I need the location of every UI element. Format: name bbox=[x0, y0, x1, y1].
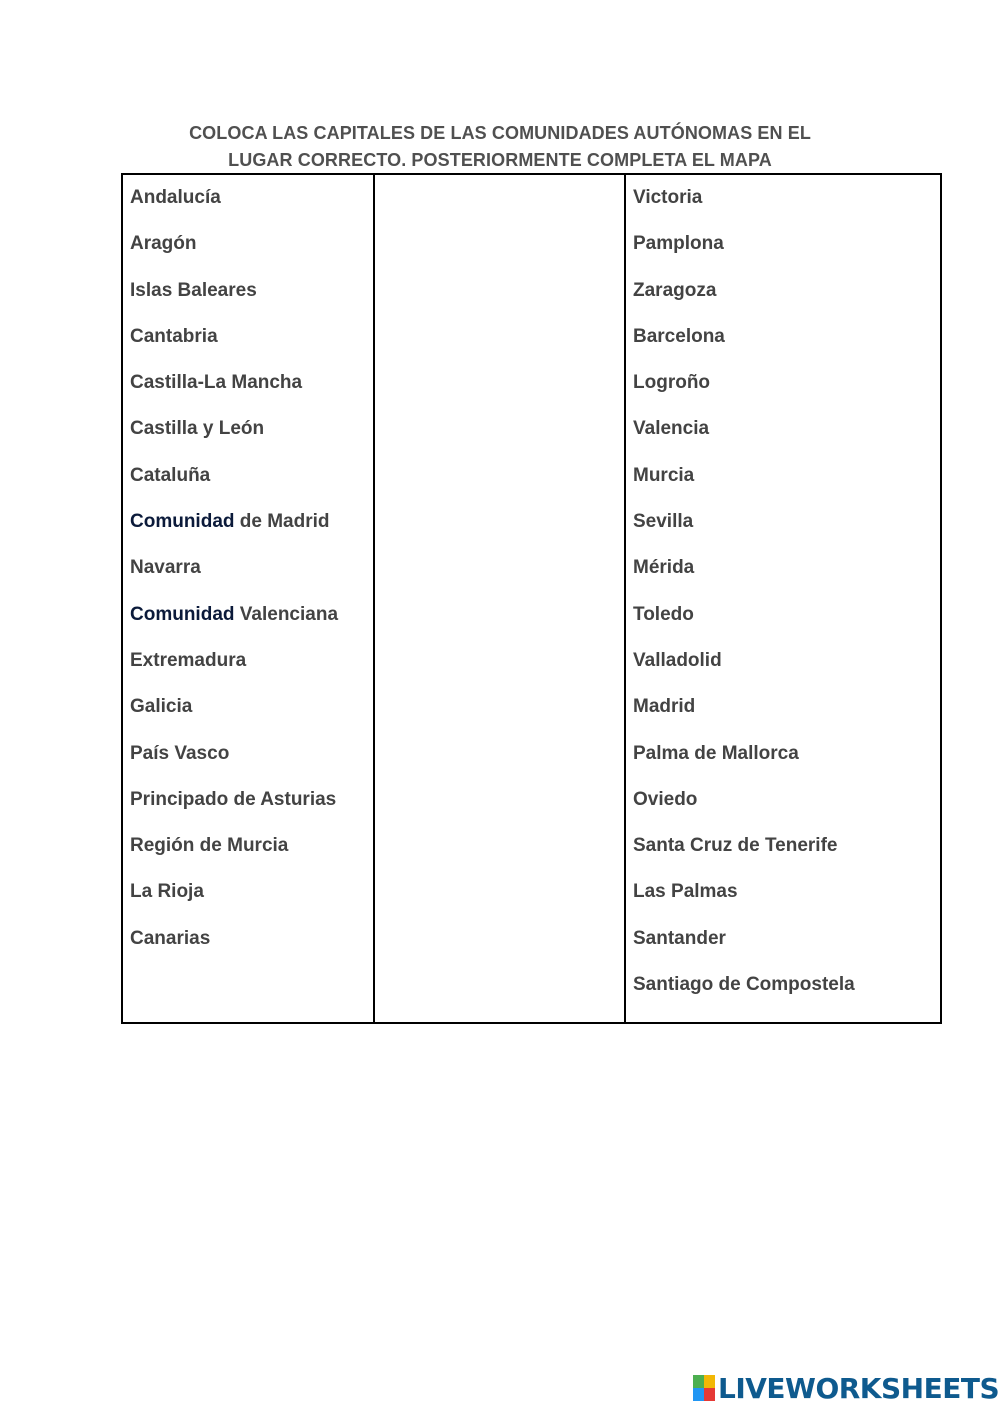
capital-item[interactable]: Toledo bbox=[633, 603, 694, 625]
community-item: Región de Murcia bbox=[130, 835, 289, 857]
worksheet-title bbox=[100, 120, 900, 174]
community-item: Principado de Asturias bbox=[130, 788, 337, 810]
capital-item[interactable]: Victoria bbox=[633, 187, 703, 208]
community-item: Extremadura bbox=[130, 649, 247, 671]
capital-item[interactable]: Pamplona bbox=[633, 233, 724, 255]
community-item: Cantabria bbox=[130, 325, 218, 347]
community-item: Castilla y León bbox=[130, 418, 265, 440]
capital-item[interactable]: Oviedo bbox=[633, 788, 698, 810]
capital-item[interactable]: Santiago de Compostela bbox=[633, 974, 855, 996]
community-item: La Rioja bbox=[130, 881, 204, 903]
community-item: Comunidad de Madrid bbox=[130, 511, 330, 533]
community-item: Castilla-La Mancha bbox=[130, 372, 303, 394]
capital-item[interactable]: Santa Cruz de Tenerife bbox=[633, 835, 838, 857]
capital-item[interactable]: Las Palmas bbox=[633, 881, 738, 903]
logo-text: LIVEWORKSHEETS bbox=[718, 1371, 999, 1405]
capital-item[interactable]: Palma de Mallorca bbox=[633, 742, 799, 764]
title-line-2: LUGAR CORRECTO. POSTERIORMENTE COMPLETA EL MAPA bbox=[228, 150, 772, 170]
capitals-list bbox=[633, 183, 933, 1016]
capital-item[interactable]: Madrid bbox=[633, 696, 696, 718]
capital-item[interactable]: Murcia bbox=[633, 464, 695, 486]
capital-item[interactable]: Zaragoza bbox=[633, 279, 717, 301]
capital-item[interactable]: Valladolid bbox=[633, 649, 722, 671]
liveworksheets-logo bbox=[693, 1372, 999, 1404]
capital-item[interactable]: Valencia bbox=[633, 418, 710, 440]
community-item: Comunidad Valenciana bbox=[130, 603, 339, 625]
community-item: Cataluña bbox=[130, 464, 211, 486]
liveworksheets-logo-icon bbox=[693, 1375, 715, 1401]
community-item: Andalucía bbox=[130, 187, 221, 208]
community-item: Aragón bbox=[130, 233, 197, 255]
community-item: País Vasco bbox=[130, 742, 230, 764]
community-item: Navarra bbox=[130, 557, 201, 579]
capital-item[interactable]: Mérida bbox=[633, 557, 695, 579]
title-line-1: COLOCA LAS CAPITALES DE LAS COMUNIDADES AUTÓNOMAS EN EL bbox=[189, 123, 811, 143]
column-divider-1 bbox=[373, 175, 375, 1022]
column-divider-2 bbox=[624, 175, 626, 1022]
matching-table bbox=[121, 173, 942, 1024]
community-item: Canarias bbox=[130, 927, 211, 949]
capital-item[interactable]: Barcelona bbox=[633, 325, 725, 347]
capital-item[interactable]: Santander bbox=[633, 927, 726, 949]
communities-list bbox=[130, 183, 370, 970]
community-item: Galicia bbox=[130, 696, 193, 718]
community-item: Islas Baleares bbox=[130, 279, 257, 301]
capital-item[interactable]: Logroño bbox=[633, 372, 711, 394]
capital-item[interactable]: Sevilla bbox=[633, 511, 694, 533]
